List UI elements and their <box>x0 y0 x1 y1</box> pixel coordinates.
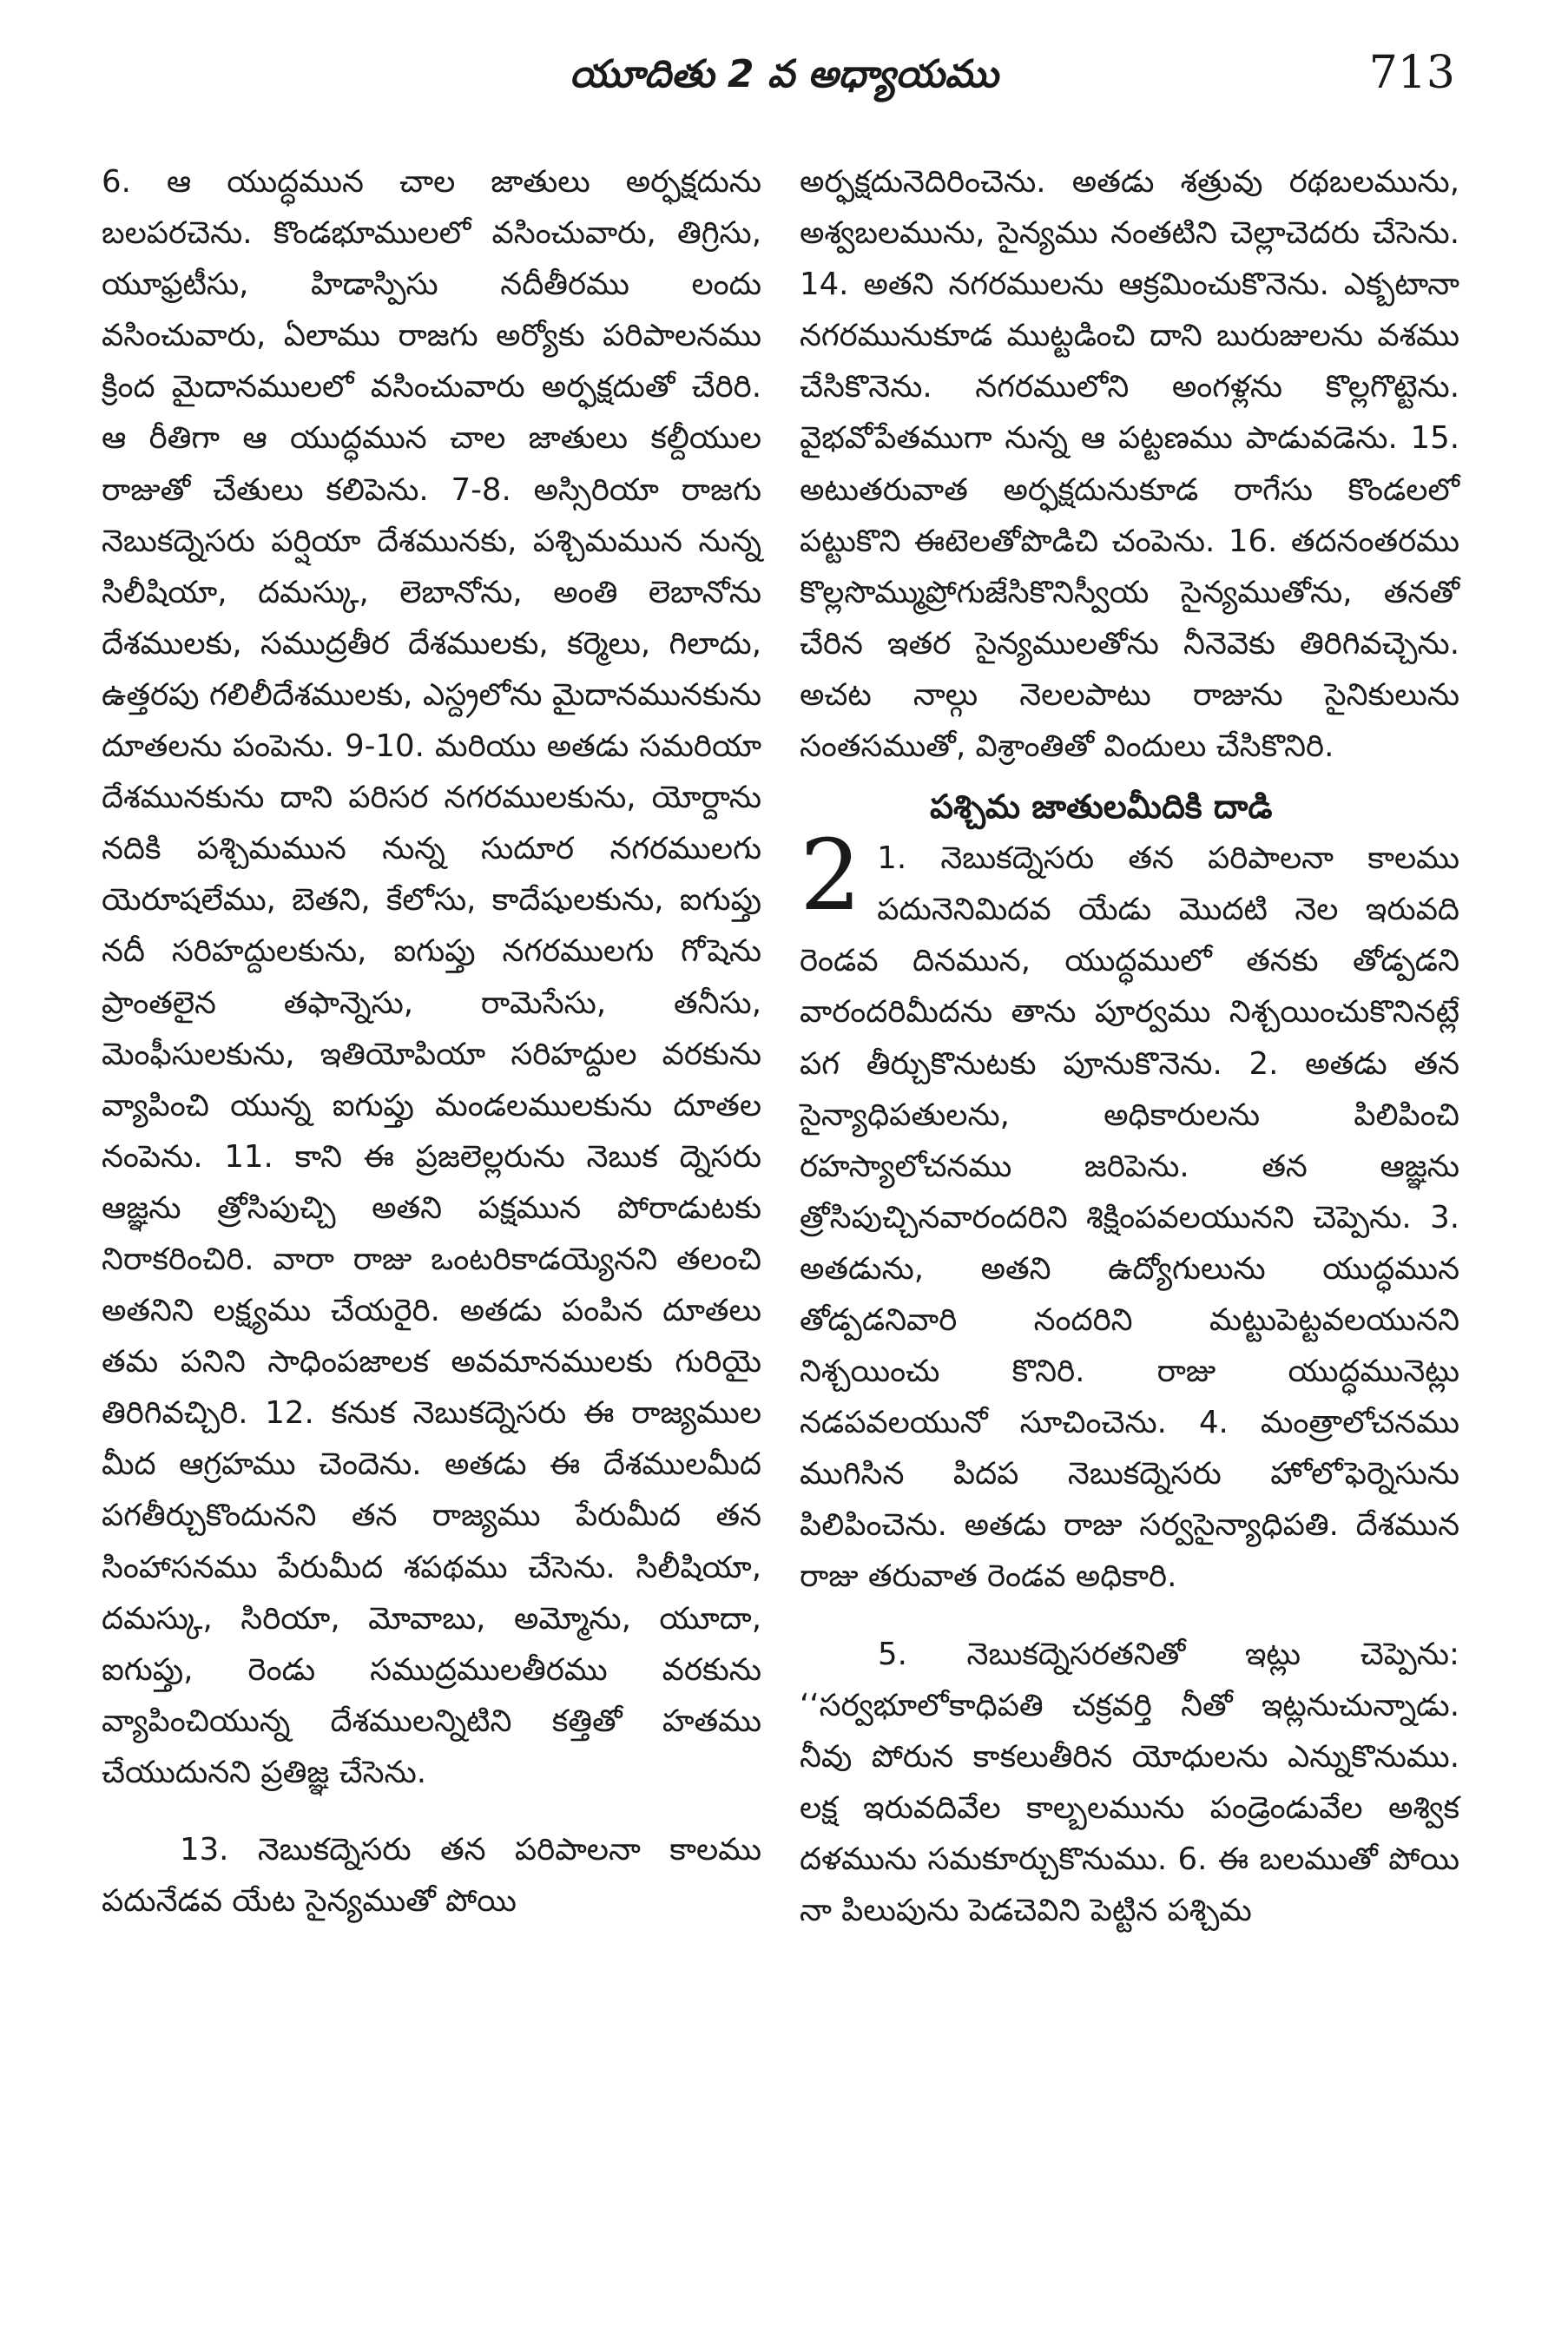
paragraph-gap <box>102 1798 761 1824</box>
page-number: 713 <box>1368 47 1455 99</box>
page-header <box>0 35 1568 113</box>
paragraph-gap <box>800 1603 1459 1629</box>
verse-paragraph: 13. నెబుకద్నెసరు తన పరిపాలనా కాలము పదునేడవ యేట సైన్యముతో పోయి <box>102 1832 761 1920</box>
section-heading: పశ్చిమ జాతులమీదికి దాడి <box>930 787 1273 827</box>
verse-paragraph: అర్ఫక్షదునెదిరించెను. అతడు శత్రువు రథబలమును, అశ్వబలమును, సైన్యము నంతటిని చెల్లాచెదరు చేసెను. 14. అతని నగరములను ఆక్రమించుకొనెను. ఎక్బటానా నగరమునుకూడ ముట్టడించి దాని బురుజులను వశము చేసికొనెను. నగరములోని అంగళ్లను కొల్లగొట్టెను. వైభవోపేతముగా నున్న ఆ పట్టణము పాడువడెను. 15. అటుతరువాత అర్ఫక్షదునుకూడ రాగేసు కొండలలో పట్టుకొని ఈటెలతోపొడిచి చంపెను. 16. తదనంతరము కొల్లసొమ్ముప్రోగుజేసికొనిస్వీయ సైన్యముతోను, తనతో చేరిన ఇతర సైన్యములతోను నీనెవెకు తిరిగివచ్చెను. అచట నాల్గు నెలలపాటు రాజును సైనికులును సంతసముతో, విశ్రాంతితో విందులు చేసికొనిరి. <box>800 164 1459 765</box>
verse-paragraph: 5. నెబుకద్నెసరతనితో ఇట్లు చెప్పెను: ‘‘సర్వభూలోకాధిపతి చక్రవర్తి నీతో ఇట్లనుచున్నాడు. నీవు పోరున కాకలుతీరిన యోధులను ఎన్నుకొనుము. లక్ష ఇరువదివేల కాల్బలమును పండ్రెండువేల అశ్విక దళమును సమకూర్చుకొనుము. 6. ఈ బలముతో పోయి నా పిలుపును పెడచెవిని పెట్టిన పశ్చిమ <box>800 1636 1459 1928</box>
running-title: యూదితు 2 వ అధ్యాయము <box>570 52 998 96</box>
right-column <box>800 156 1459 1936</box>
verse-paragraph: 6. ఆ యుద్ధమున చాల జాతులు అర్ఫక్షదును బలపరచెను. కొండభూములలో వసించువారు, తిగ్రిసు, యూఫ్రటీసు, హిడాస్పిసు నదీతీరము లందు వసించువారు, ఏలాము రాజగు అర్యోకు పరిపాలనము క్రింద మైదానములలో వసించువారు అర్ఫక్షదుతో చేరిరి. ఆ రీతిగా ఆ యుద్ధమున చాల జాతులు కల్దీయుల రాజుతో చేతులు కలిపెను. 7-8. అస్సిరియా రాజగు నెబుకద్నెసరు పర్షియా దేశమునకు, పశ్చిమమున నున్న సిలీషియా, దమస్కు, లెబానోను, అంతి లెబానోను దేశములకు, సముద్రతీర దేశములకు, కర్మెలు, గిలాదు, ఉత్తరపు గలిలీదేశములకు, ఎస్ద్రలోను మైదానమునకును దూతలను పంపెను. 9-10. మరియు అతడు సమరియా దేశమునకును దాని పరిసర నగరములకును, యోర్దాను నదికి పశ్చిమమున నున్న సుదూర నగరములగు యెరూషలేము, బెతని, కేలోసు, కాదేషులకును, ఐగుప్తు నదీ సరిహద్దులకును, ఐగుప్తు నగరములగు గోషెను ప్రాంతలైన తఫాన్నెసు, రామెసేసు, తనీసు, మెంఫీసులకును, ఇతియోపియా సరిహద్దుల వరకును వ్యాపించి యున్న ఐగుప్తు మండలములకును దూతల నంపెను. 11. కాని ఈ ప్రజలెల్లరును నెబుక ద్నెసరు ఆజ్ఞను త్రోసిపుచ్చి అతని పక్షమున పోరాడుటకు నిరాకరించిరి. వారా రాజు ఒంటరికాడయ్యెనని తలంచి అతనిని లక్ష్యము చేయరైరి. అతడు పంపిన దూతలు తమ పనిని సాధింపజాలక అవమానములకు గురియై తిరిగివచ్చిరి. 12. కనుక నెబుకద్నెసరు ఈ రాజ్యముల మీద ఆగ్రహము చెందెను. అతడు ఈ దేశములమీద పగతీర్చుకొందునని తన రాజ్యము పేరుమీద తన సింహాసనము పేరుమీద శపథము చేసెను. సిలీషియా, దమస్కు, సిరియా, మోవాబు, అమ్మోను, యూదా, ఐగుప్తు, రెండు సముద్రములతీరము వరకును వ్యాపించియున్న దేశములన్నిటిని కత్తితో హతము చేయుదునని ప్రతిజ్ఞ చేసెను. <box>102 164 761 1790</box>
chapter-start-paragraph: 21. నెబుకద్నెసరు తన పరిపాలనా కాలము పదునెనిమిదవ యేడు మొదటి నెల ఇరువది రెండవ దినమున, యుద్ధములో తనకు తోడ్పడని వారందరిమీదను తాను పూర్వము నిశ్చయించుకొనినట్లే పగ తీర్చుకొనుటకు పూనుకొనెను. 2. అతడు తన సైన్యాధిపతులను, అధికారులను పిలిపించి రహస్యాలోచనము జరిపెను. తన ఆజ్ఞను త్రోసిపుచ్చినవారందరిని శిక్షింపవలయునని చెప్పెను. 3. అతడును, అతని ఉద్యోగులును యుద్ధమున తోడ్పడనివారి నందరిని మట్టుపెట్టవలయునని నిశ్చయించు కొనిరి. రాజు యుద్ధమునెట్లు నడపవలయునో సూచించెను. 4. మంత్రాలోచనము ముగిసిన పిదప నెబుకద్నెసరు హోలోఫెర్నెసును పిలిపించెను. అతడు రాజు సర్వసైన్యాధిపతి. దేశమున రాజు తరువాత రెండవ అధికారి. <box>800 820 1459 1595</box>
left-column <box>102 156 761 1927</box>
